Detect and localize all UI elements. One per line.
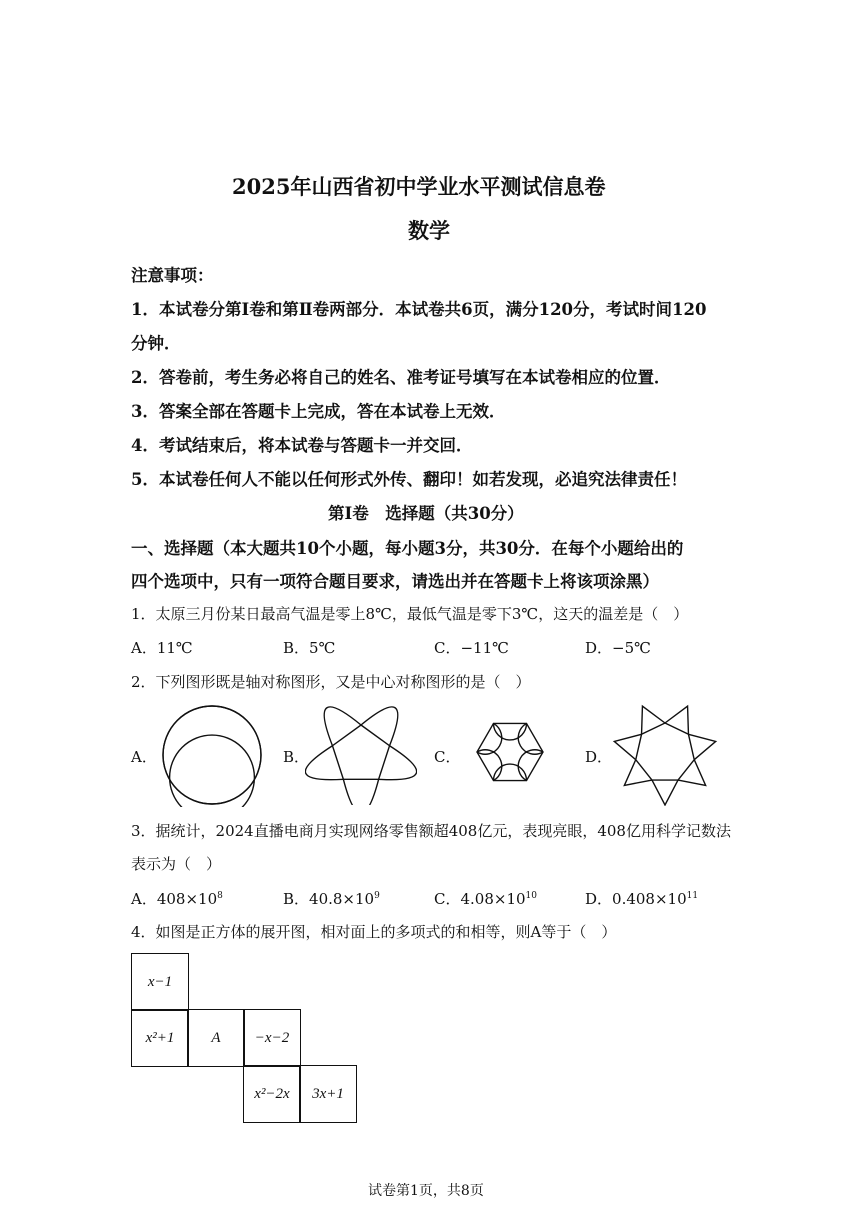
q3-option-d: D．$0.408\times 10^{11}$ [585, 890, 699, 908]
page-footer: 试卷第1页，共8页 [368, 1183, 484, 1199]
note-item: 5．本试卷任何人不能以任何形式外传、翻印！如若发现，必追究法律责任！ [131, 470, 687, 489]
q1-option-a: A．11℃ [131, 639, 193, 657]
exam-subject: 数学 [408, 218, 450, 243]
question-3-stem-cont: 表示为（ ） [131, 855, 222, 873]
q2-option-a: A． [131, 748, 157, 766]
question-1-stem: 1．太原三月份某日最高气温是零上8℃，最低气温是零下3℃，这天的温差是（ ） [131, 605, 689, 623]
q3-option-b: B．$40.8\times 10^9$ [283, 890, 380, 908]
note-item: 3．答案全部在答题卡上完成，答在本试卷上无效． [131, 402, 506, 421]
figure-a-circle-arcs [155, 703, 270, 807]
q1-option-c: C．−11℃ [434, 639, 509, 657]
figure-d-heptagon-star [610, 700, 720, 806]
q1-option-d: D．−5℃ [585, 639, 651, 657]
q1-option-b: B．5℃ [283, 639, 336, 657]
net-face-mid-right: −x−2 [243, 1009, 301, 1067]
net-face-mid-center: A [187, 1009, 245, 1067]
exam-title: 2025年山西省初中学业水平测试信息卷 [232, 174, 606, 199]
figure-c-hexagon-petals [458, 700, 562, 805]
q3-option-a: A．$408\times 10^8$ [131, 890, 223, 908]
note-item: 2．答卷前，考生务必将自己的姓名、准考证号填写在本试卷相应的位置． [131, 368, 671, 387]
q2-option-d: D． [585, 748, 613, 766]
note-item: 1．本试卷分第Ⅰ卷和第Ⅱ卷两部分．本试卷共6页，满分120分，考试时间120 [131, 300, 707, 319]
net-face-bottom-right: 3x+1 [299, 1065, 357, 1123]
section-heading: 第Ⅰ卷 选择题（共30分） [328, 504, 524, 523]
net-face-top: x−1 [131, 953, 189, 1011]
net-face-bottom-left: x²−2x [243, 1065, 301, 1123]
q3-option-c: C．$4.08\times 10^{10}$ [434, 890, 537, 908]
net-face-mid-left: x²+1 [131, 1009, 189, 1067]
section-instruction: 一、选择题（本大题共10个小题，每小题3分，共30分．在每个小题给出的 [131, 539, 684, 558]
q2-option-c: C． [434, 748, 461, 766]
question-2-stem: 2．下列图形既是轴对称图形，又是中心对称图形的是（ ） [131, 673, 531, 691]
section-instruction: 四个选项中，只有一项符合题目要求，请选出并在答题卡上将该项涂黑） [131, 572, 659, 591]
q2-option-b: B． [283, 748, 310, 766]
note-item: 4．考试结束后，将本试卷与答题卡一并交回． [131, 436, 473, 455]
question-4-stem: 4．如图是正方体的展开图，相对面上的多项式的和相等，则A等于（ ） [131, 923, 617, 941]
note-item: 分钟． [131, 334, 181, 353]
notes-heading: 注意事项： [131, 266, 214, 285]
figure-b-pentagon-petals [305, 700, 417, 805]
question-3-stem: 3．据统计，2024直播电商月实现网络零售额超408亿元，表现亮眼，408亿用科学记数法 [131, 822, 731, 840]
